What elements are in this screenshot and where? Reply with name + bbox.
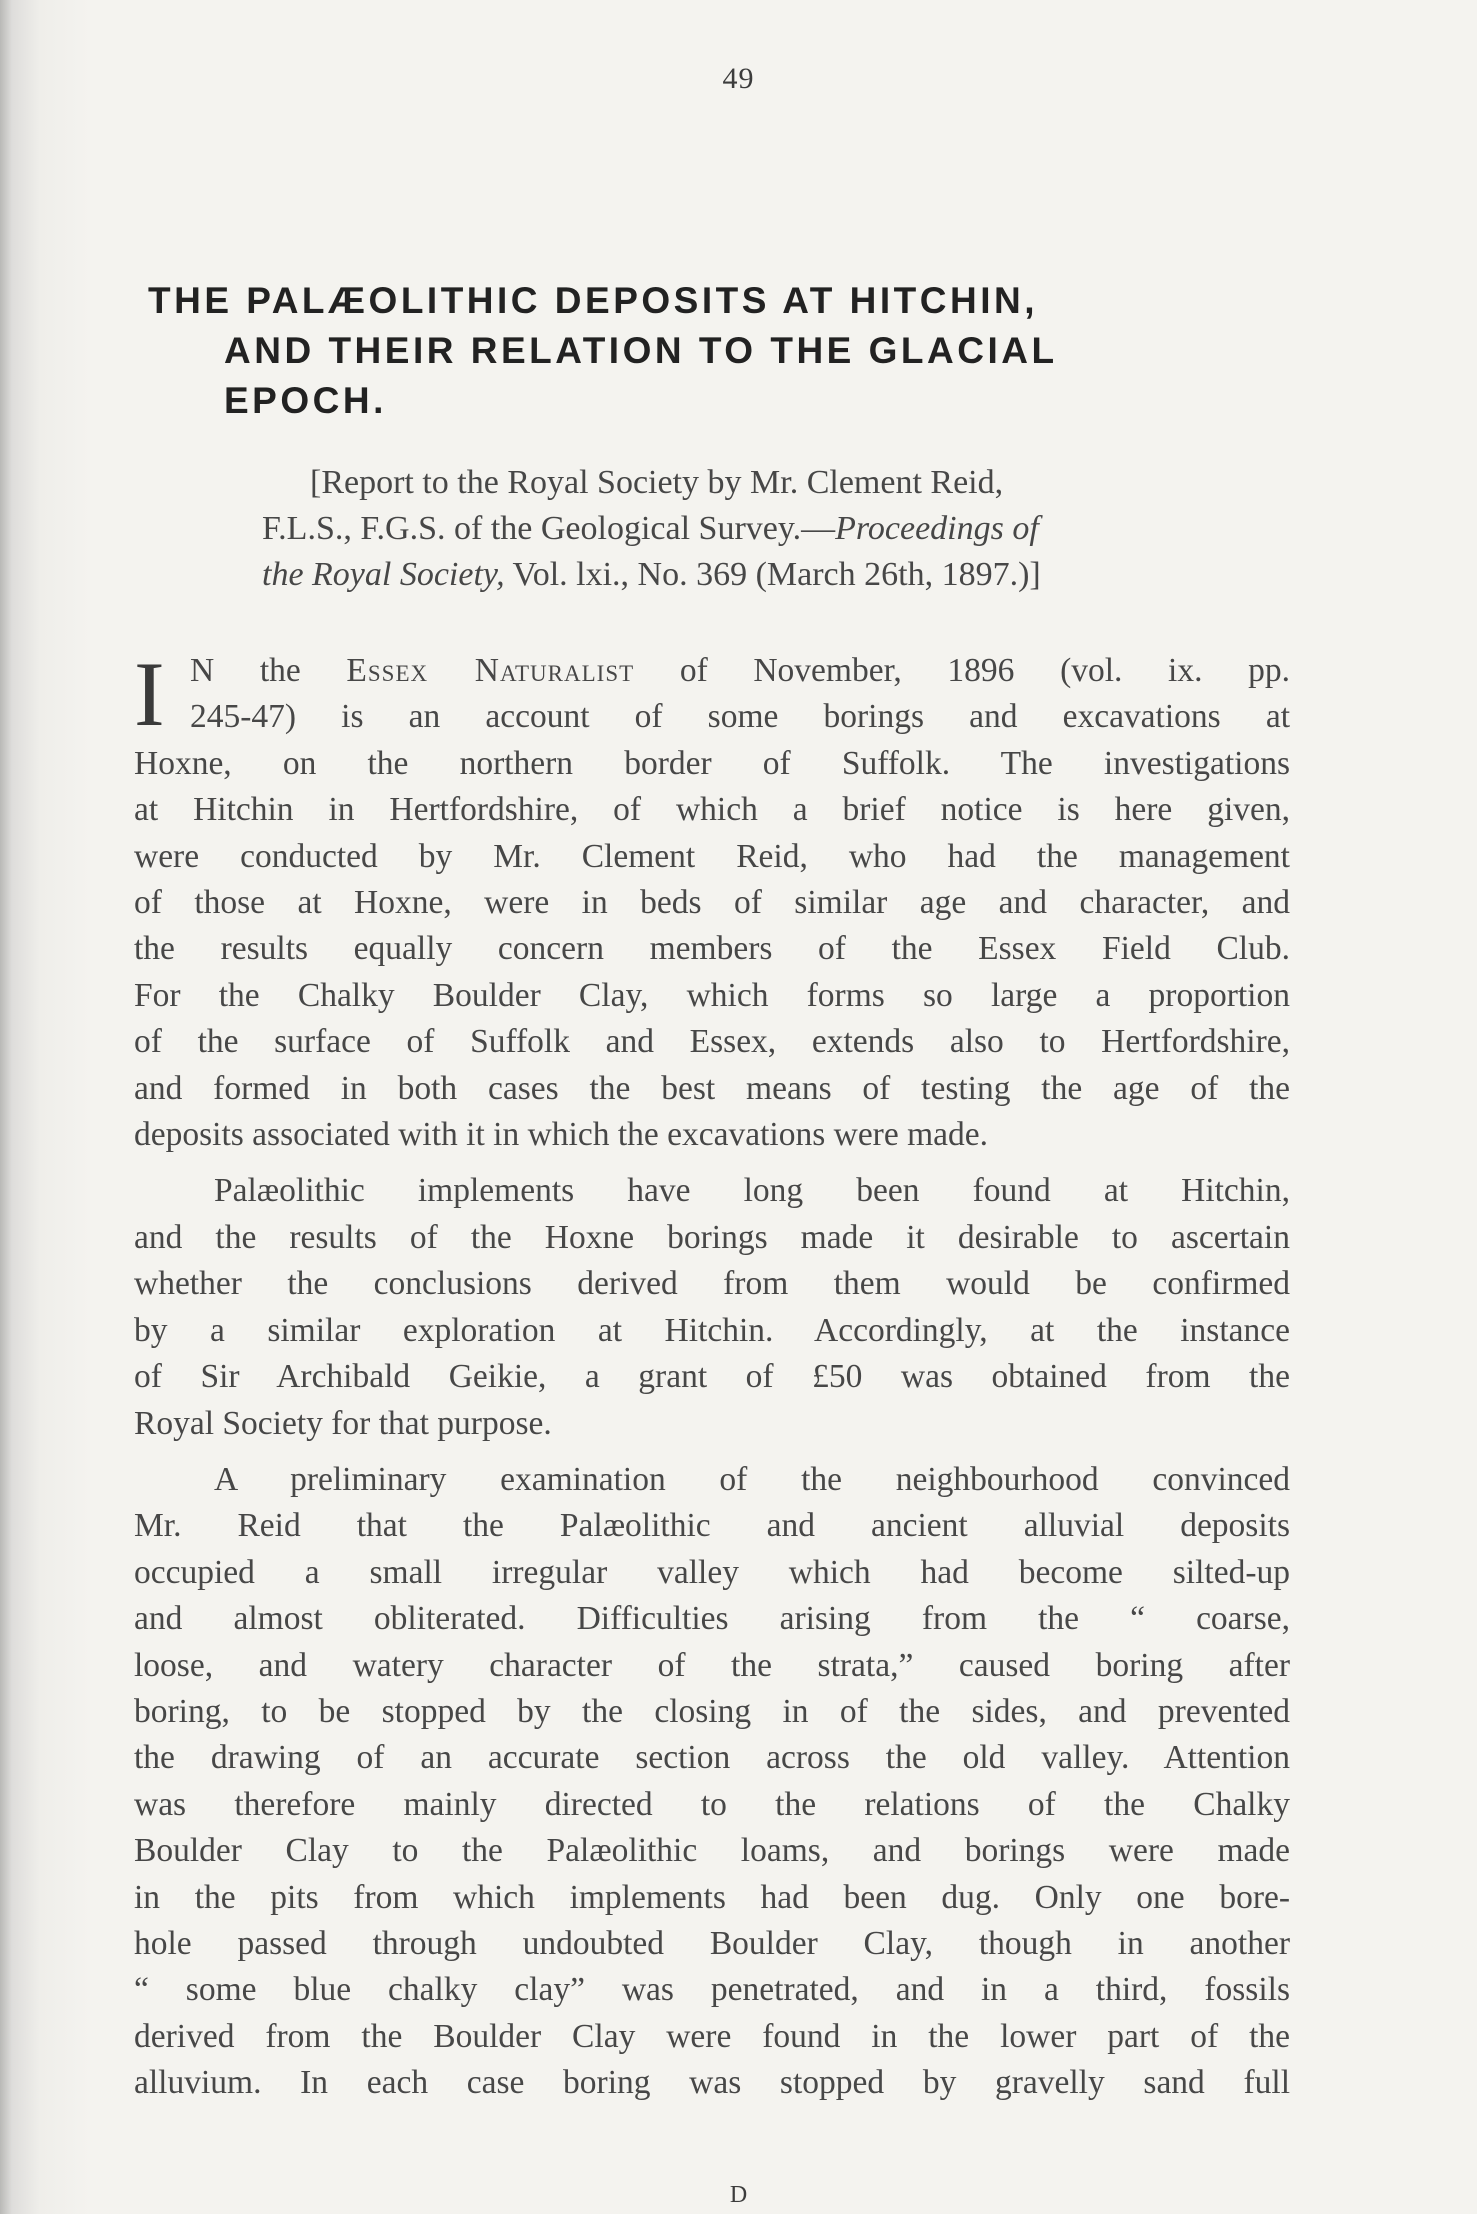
- text-line: occupied a small irregular valley which had become silted-up: [134, 1553, 1290, 1591]
- text-line: of Sir Archibald Geikie, a grant of £50 was obtained from the: [134, 1358, 1290, 1396]
- text-line: Mr. Reid that the Palæolithic and ancient alluvial deposits: [134, 1507, 1290, 1545]
- text-span: of November, 1896 (vol. ix. pp.: [634, 652, 1290, 689]
- article-body: [134, 643, 1290, 2117]
- text-line: Palæolithic implements have long been found at Hitchin,: [214, 1172, 1290, 1210]
- text-line: “ some blue chalky clay” was penetrated, and in a third, fossils: [134, 1971, 1290, 2009]
- text-line: A preliminary examination of the neighbourhood convinced: [214, 1460, 1290, 1498]
- text-span: N the: [190, 652, 347, 689]
- citation-line: [Report to the Royal Society by Mr. Clement Reid,: [310, 464, 1004, 501]
- text-line: whether the conclusions derived from them would be confirmed: [134, 1265, 1290, 1303]
- citation-line: [262, 552, 1304, 598]
- text-line: and almost obliterated. Difficulties arising from the “ coarse,: [134, 1600, 1290, 1638]
- text-line: loose, and watery character of the strata,” caused boring after: [134, 1646, 1290, 1684]
- drop-cap: I: [134, 643, 165, 745]
- signature-mark: D: [729, 2182, 748, 2208]
- text-line: For the Chalky Boulder Clay, which forms so large a proportion: [134, 976, 1290, 1014]
- journal-name: Essex Naturalist: [346, 652, 635, 689]
- text-line: the results equally concern members of the Essex Field Club.: [134, 930, 1290, 968]
- text-line: alluvium. In each case boring was stopped by gravelly sand full: [134, 2064, 1290, 2102]
- text-line: and the results of the Hoxne borings made it desirable to ascertain: [134, 1218, 1290, 1256]
- text-line: Boulder Clay to the Palæolithic loams, and borings were made: [134, 1832, 1290, 1870]
- paragraph-2: [134, 1168, 1290, 1446]
- title-line: THE PALÆOLITHIC DEPOSITS AT HITCHIN,: [148, 280, 1038, 321]
- title-line: EPOCH.: [224, 380, 387, 421]
- text-line: Hoxne, on the northern border of Suffolk. The investigations: [134, 744, 1290, 782]
- text-line: and formed in both cases the best means of testing the age of the: [134, 1069, 1290, 1107]
- report-citation: [262, 460, 1304, 598]
- text-line: boring, to be stopped by the closing in of the sides, and prevented: [134, 1692, 1290, 1730]
- paragraph-1: [134, 643, 1290, 1158]
- citation-line: [262, 506, 1304, 552]
- text-line: derived from the Boulder Clay were found in the lower part of the: [134, 2017, 1290, 2055]
- text-line: was therefore mainly directed to the relations of the Chalky: [134, 1785, 1290, 1823]
- citation-text: Vol. lxi., No. 369 (March 26th, 1897.)]: [504, 556, 1041, 593]
- text-line: by a similar exploration at Hitchin. Accordingly, at the instance: [134, 1311, 1290, 1349]
- citation-journal: the Royal Society,: [262, 556, 505, 593]
- text-line: deposits associated with it in which the excavations were made.: [134, 1116, 989, 1154]
- citation-text: F.L.S., F.G.S. of the Geological Survey.—: [262, 510, 836, 547]
- page-number: 49: [722, 62, 755, 95]
- article-title: [148, 276, 1328, 426]
- text-line: 245-47) is an account of some borings and excavations at: [190, 698, 1290, 736]
- text-line: at Hitchin in Hertfordshire, of which a brief notice is here given,: [134, 791, 1290, 829]
- text-line: hole passed through undoubted Boulder Clay, though in another: [134, 1924, 1290, 1962]
- text-line: [134, 648, 1290, 694]
- text-line: were conducted by Mr. Clement Reid, who had the management: [134, 837, 1290, 875]
- text-line: of the surface of Suffolk and Essex, extends also to Hertfordshire,: [134, 1023, 1290, 1061]
- text-line: Royal Society for that purpose.: [134, 1404, 552, 1442]
- title-line: AND THEIR RELATION TO THE GLACIAL: [224, 330, 1058, 371]
- text-line: the drawing of an accurate section across the old valley. Attention: [134, 1739, 1290, 1777]
- paragraph-3: [134, 1457, 1290, 2107]
- citation-journal: Proceedings of: [835, 510, 1039, 547]
- text-line: of those at Hoxne, were in beds of similar age and character, and: [134, 884, 1290, 922]
- text-line: in the pits from which implements had been dug. Only one bore-: [134, 1878, 1290, 1916]
